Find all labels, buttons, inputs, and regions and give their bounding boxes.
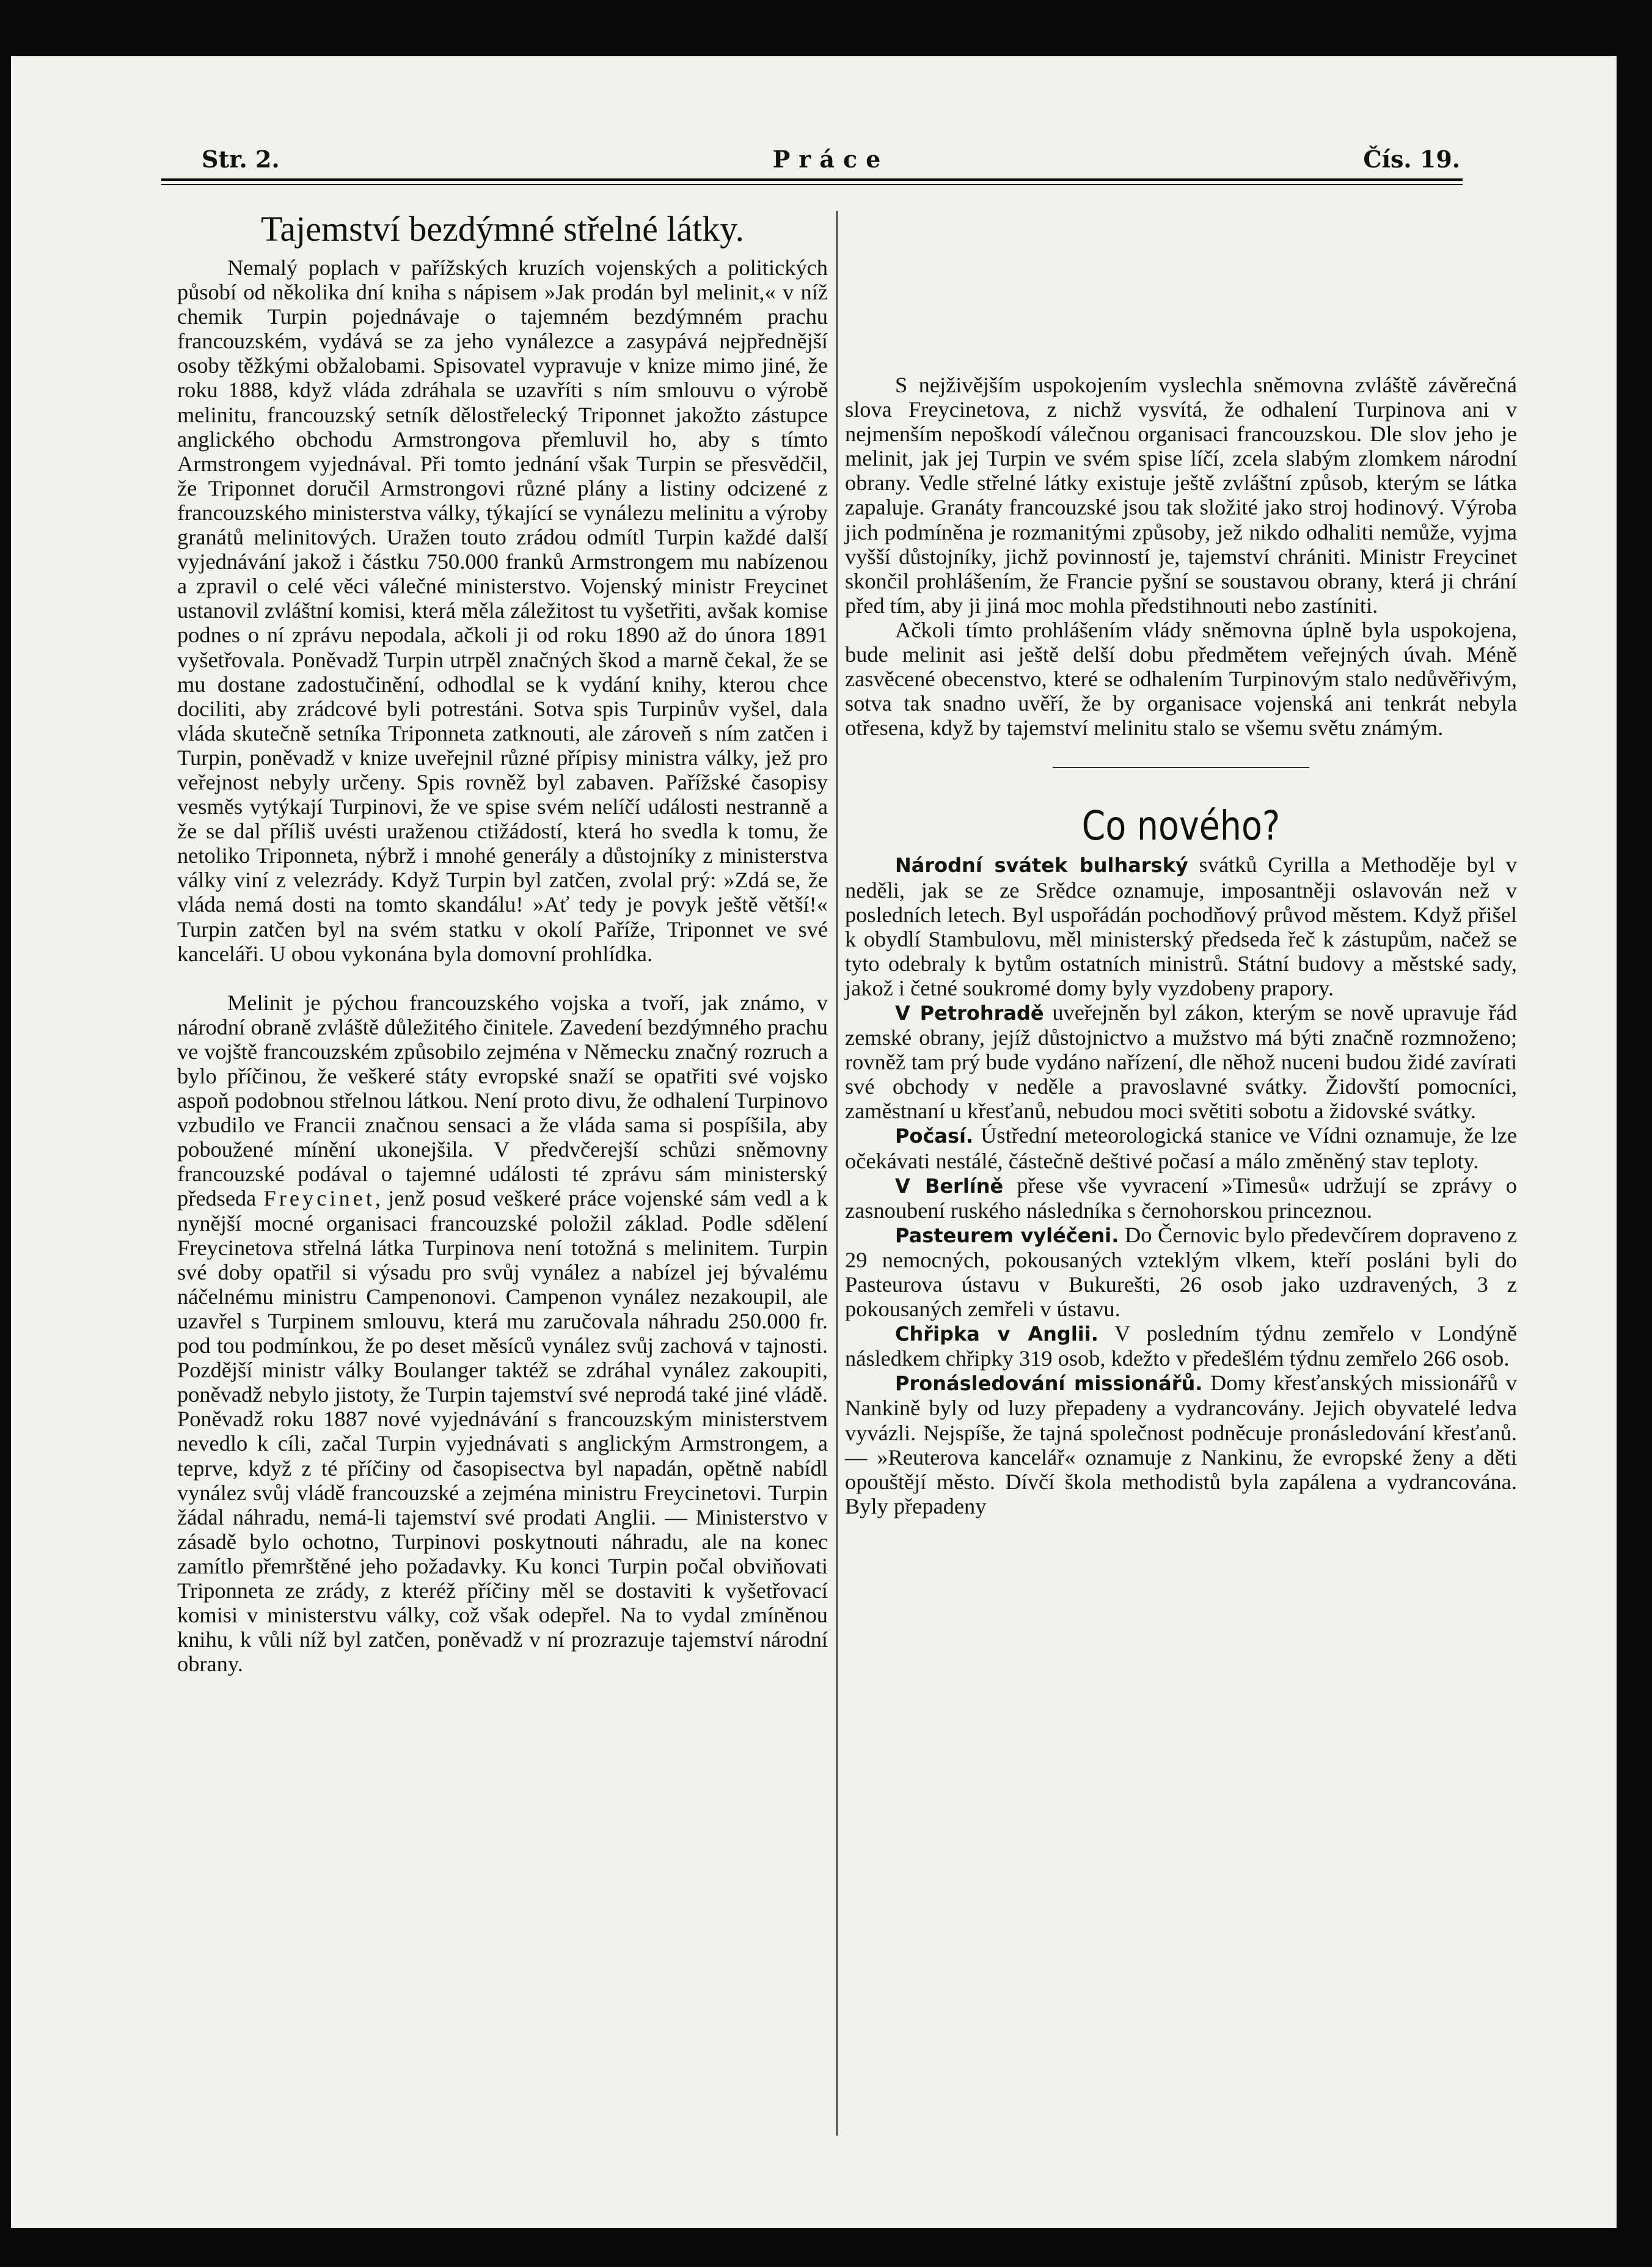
- page-header: [202, 145, 1460, 177]
- news-keyword: Pasteurem vyléčeni.: [895, 1223, 1119, 1247]
- news-text: přese vše vyvracení »Timesů« udržují se zprávy o zasnoubení ruského následníka s černohorskou princeznou.: [845, 1173, 1517, 1223]
- article-paragraph: [177, 991, 828, 1677]
- header-rule: [161, 178, 1463, 181]
- news-keyword: V Petrohradě: [895, 1001, 1044, 1025]
- article-paragraph: S nejživějším uspokojením vyslechla sněmovna zvláště závěrečná slova Freycinetova, z nichž vysvítá, že odhalení Turpinova ani v nejmenším nepoškodí válečnou organisaci francouzskou. Dle slov jeho je melinit, jak jej Turpin ve svém spise líčí, zcela slabým zlomkem národní obrany. Vedle střelné látky existuje ještě zvláštní způsob, kterým se látka zapaluje. Granáty francouzské jsou tak složité jako stroj hodinový. Výroba jich podmíněna je rozmanitými způsoby, jež nikdo odhaliti nemůže, vyjma vyšší důstojníky, jichž povinností je, tajemství chrániti. Ministr Freycinet skončil prohlášením, že Francie pyšní se soustavou obrany, která ji chrání před tím, aby ji jiná moc mohla předstihnouti nebo zastíniti.: [845, 373, 1517, 618]
- scan-border-left: [0, 0, 11, 2267]
- news-item: [845, 1321, 1517, 1371]
- section-separator: [1053, 767, 1309, 768]
- news-keyword: Národní svátek bulharský: [895, 854, 1188, 877]
- article-text: , jenž posud veškeré práce vojenské sám vedl a k nynější mocné organisaci francouzské položil základ. Podle sdělení Freycinetova střelná látka Turpinova není totožná s melinitem. Turpin své doby opatřil si výsadu pro svůj vynález a nabízel jej bývalému náčelnému ministru Campenonovi. Campenon vynález nezakoupil, ale uzavřel s Turpinem smlouvu, která mu zaručovala náhradu 250.000 fr. pod tou podmínkou, že po deset měsíců vynález svůj zachová v tajnosti. Pozdější ministr války Boulanger taktéž se zdráhal vynález zakoupiti, poněvadž nebylo jistoty, že Turpin tajemství své neprodá také jiné vládě. Poněvadž roku 1887 nové vyjednávání s francouzským ministerstvem nevedlo k cíli, začal Turpin vyjednávati s anglickým Armstrongem, a teprve, když z té příčiny od časopisectva byl napadán, opětně nabídl vynález svůj vládě francouzské a zejména ministru Freycinetovi. Turpin žádal náhradu, nemá-li tajemství své prodati Anglii. — Ministerstvo v zásadě bylo ochotno, Turpinovi poskytnouti náhradu, ale na konec zamítlo přemrštěné jeho požadavky. Ku konci Turpin počal obviňovati Triponneta ze zrády, z kteréž příčiny měl se dostaviti k vyšetřovací komisi v ministerstvu války, což však odepřel. Na to vydal zmíněnou knihu, k vůli níž byl zatčen, poněvadž v ní prozrazuje tajemství národní obrany.: [177, 1186, 828, 1677]
- section-title: Co nového?: [1081, 802, 1281, 850]
- scan-border-top: [0, 0, 1652, 56]
- news-item: [845, 1223, 1517, 1321]
- scan-border-bottom: [0, 2228, 1652, 2267]
- left-column: [177, 202, 828, 1676]
- article-text: Melinit je pýchou francouzského vojska a tvoří, jak známo, v národní obraně zvláště důležitého činitele. Zavedení bezdýmného prachu ve vojště francouzském způsobilo zejména v Německu značný rozruch a bylo příčinou, že veškeré státy evropské snaží se opatřiti své vojsko aspoň podobnou střelnou látkou. Není proto divu, že odhalení Turpinovo vzbudilo ve Francii značnou sensaci a že vláda sama si pospíšila, aby poboužené mínění ukonejšila. V předvčerejší schůzi sněmovny francouzské podával o tajemné události té zprávu sám ministerský předseda: [177, 990, 828, 1211]
- page-number: Str. 2.: [202, 145, 280, 173]
- news-item: [845, 1000, 1517, 1123]
- news-text: svátků Cyrilla a Methoděje byl v neděli, jak se ze Srědce oznamuje, imposantněji oslavován než v posledních letech. Byl uspořádán pochodňový průvod městem. Když přišel k obydlí Stambulovu, měl ministerský předseda řeč k zástupům, načež se tyto odebraly k bytům ostatních ministrů. Státní budovy a městské sady, jakož i četné soukromé domy byly vyzdobeny prapory.: [845, 852, 1517, 1000]
- news-keyword: Pronásledování missionářů.: [895, 1372, 1203, 1396]
- news-item: [845, 1123, 1517, 1173]
- right-column: [845, 202, 1517, 1518]
- article-text-spaced: Freycinet: [263, 1186, 375, 1211]
- news-text: Do Černovic bylo předevčírem dopraveno z 29 nemocných, pokousaných vzteklým vlkem, kteří posláni byli do Pasteurova ústavu v Bukurešti, 26 osob jako uzdravených, 3 z pokousaných zemřeli v ústavu.: [845, 1222, 1518, 1322]
- issue-number: Čís. 19.: [1363, 145, 1460, 173]
- header-rule-thin: [161, 184, 1463, 185]
- news-keyword: Chřipka v Anglii.: [895, 1322, 1098, 1346]
- news-text: uveřejněn byl zákon, kterým se nově upravuje řád zemské obrany, jejíž důstojnictvo a mužstvo má býti značně rozmnoženo; rovněž tam prý bude vydáno nařízení, dle něhož nuceni budou židé zavírati své obchody v neděle a pravoslavné svátky. Židovští pomocníci, zaměstnaní u křesťanů, nebudou moci světiti sobotu a židovské svátky.: [845, 1000, 1517, 1124]
- news-item: [845, 852, 1517, 1000]
- news-item: [845, 1371, 1517, 1518]
- newspaper-title: Práce: [772, 145, 890, 173]
- news-item: [845, 1173, 1517, 1223]
- column-divider: [836, 211, 838, 2136]
- article-paragraph: Nemalý poplach v pařížských kruzích vojenských a politických působí od několika dní kniha s nápisem »Jak prodán byl melinit,« v níž chemik Turpin pojednávaje o tajemném bezdýmném prachu francouzském, vydává se za jeho vynálezce a zasypává nejpřednější osoby těžkými obžalobami. Spisovatel vypravuje v knize mimo jiné, že roku 1888, když vláda zdráhala se uzavříti s ním smlouvu o výrobě melinitu, francouzský setník dělostřelecký Triponnet jakožto zástupce anglického obchodu Armstrongova přemluvil ho, aby s tímto Armstrongem vyjednával. Při tomto jednání však Turpin se přesvědčil, že Triponnet doručil Armstrongovi různé plány a listiny odcizené z francouzského ministerstva války, týkající se vynálezu melinitu a výroby granátů melinitových. Uražen touto zrádou odmítl Turpin každé další vyjednávání jakož i částku 750.000 franků Armstrongem mu nabízenou a zpravil o celé věci válečné ministerstvo. Vojenský ministr Freycinet ustanovil zvláštní komisi, která měla záležitost tu vyšetřiti, avšak komise podnes o ní zprávu nepodala, ačkoli ji od roku 1890 až do února 1891 vyšetřovala. Poněvadž Turpin utrpěl značných škod a marně čekal, že se mu dostane zadostučinění, odhodlal se k vydání knihy, kterou chce dociliti, aby zrádcové byli potrestáni. Sotva spis Turpinův vyšel, dala vláda skutečně setníka Triponneta zatknouti, ale zároveň s ním zatčen i Turpin, poněvadž v knize uveřejnil různé přípisy ministra války, jež pro veřejnost nebyly určeny. Spis rovněž byl zabaven. Pařížské časopisy vesměs vytýkají Turpinovi, že ve spise svém nelíčí události nestranně a že se dal příliš uvésti uraženou ctižádostí, která ho svedla k tomu, že netoliko Triponneta, nýbrž i mnohé generály a důstojníky z ministerstva války viní z velezrády. Když Turpin byl zatčen, zvolal prý: »Zdá se, že vláda nemá dosti na tomto skandálu! »Ať tedy je povyk ještě větší!« Turpin zatčen byl na svém statku v okolí Paříže, Triponnet ve své kanceláři. U obou vykonána byla domovní prohlídka.: [177, 255, 828, 966]
- news-keyword: V Berlíně: [895, 1174, 1004, 1198]
- news-text: Ústřední meteorologická stanice ve Vídni oznamuje, že lze očekávati nestálé, částečně deštivé počasí a málo změněný stav teploty.: [845, 1123, 1517, 1173]
- news-text: Domy křesťanských missionářů v Nankině byly od luzy přepadeny a vydrancovány. Jejich obyvatelé ledva vyvázli. Nejspíše, že tajná společnost podněcuje pronásledování křesťanů. — »Reuterova kancelář« oznamuje z Nankinu, že evropské ženy a děti opouštějí město. Dívčí škola methodistů byla zapálena a vydrancována. Byly přepadeny: [845, 1371, 1517, 1518]
- article-title: Tajemství bezdýmné střelné látky.: [260, 209, 745, 249]
- article-paragraph: Ačkoli tímto prohlášením vlády sněmovna úplně byla uspokojena, bude melinit asi ještě delší dobu předmětem veřejných úvah. Méně zasvěcené obecenstvo, které se odhalením Turpinovým stalo nedůvěřivým, sotva tak snadno uvěří, že by organisace vojenská ani tenkrát nebyla otřesena, když by tajemství melinitu stalo se všemu světu známým.: [845, 617, 1517, 741]
- news-text: V posledním týdnu zemřelo v Londýně následkem chřipky 319 osob, kdežto v předešlém týdnu zemřelo 266 osob.: [845, 1321, 1517, 1371]
- news-keyword: Počasí.: [895, 1124, 974, 1148]
- scan-border-right: [1617, 0, 1652, 2267]
